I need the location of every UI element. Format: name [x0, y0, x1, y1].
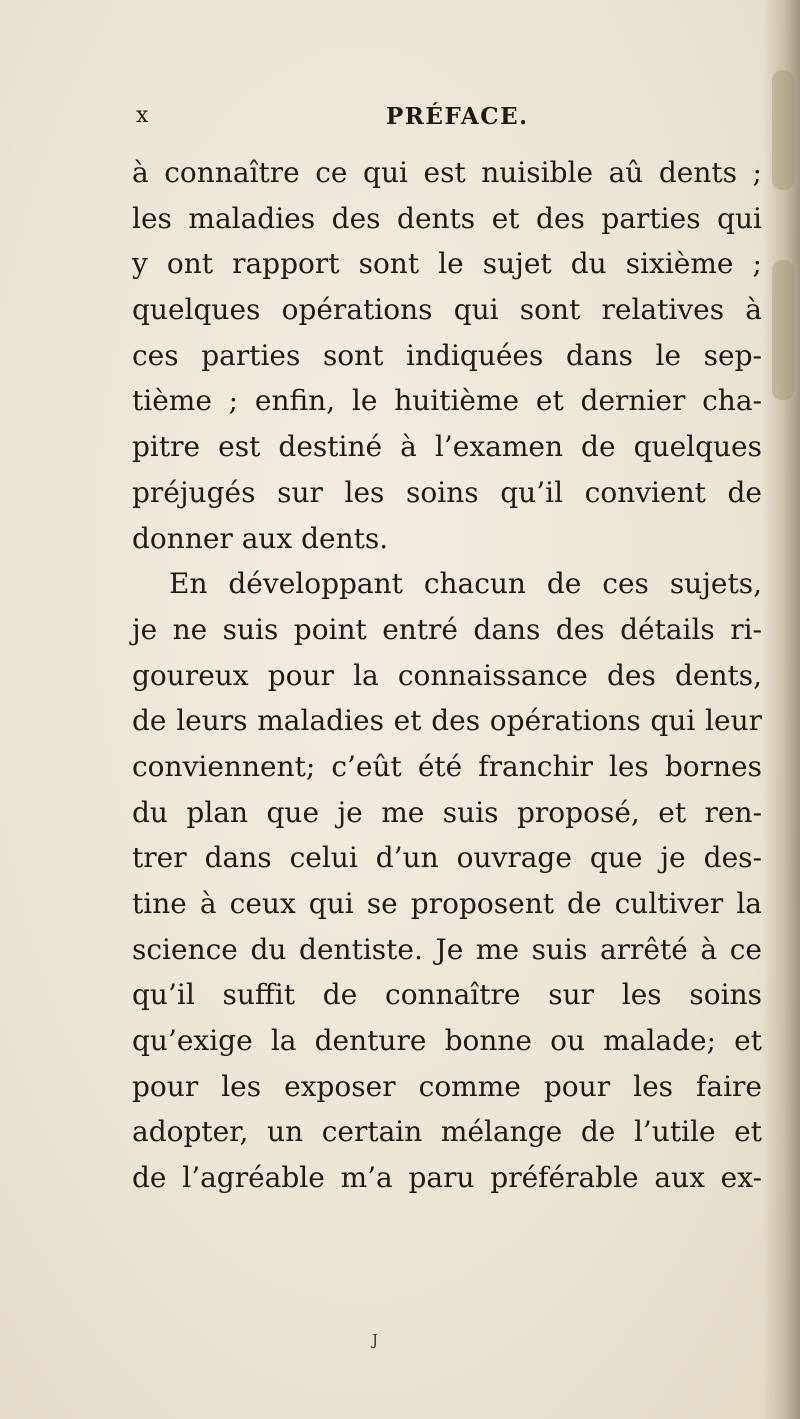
text-line: tine à ceux qui se proposent de cultiver la	[132, 887, 762, 920]
text-line: qu’exige la denture bonne ou malade; et	[132, 1024, 762, 1058]
text-line: goureux pour la connaissance des dents,	[132, 658, 762, 692]
text-line: trer dans celui d’un ouvrage que je des-	[132, 841, 762, 875]
text-line: de leurs maladies et des opérations qui leur	[132, 704, 762, 738]
page-number: x	[136, 103, 150, 128]
text-line: du plan que je me suis proposé, et ren-	[132, 795, 762, 829]
signature-mark: J	[372, 1331, 379, 1349]
text-line: de l’agréable m’a paru préférable aux ex-	[132, 1161, 762, 1195]
running-head	[136, 103, 696, 133]
text-line: je ne suis point entré dans des détails ri-	[132, 612, 762, 646]
text-body	[132, 150, 794, 1201]
text-line: science du dentiste. Je me suis arrêté à ce	[132, 932, 762, 966]
text-line: adopter, un certain mélange de l’utile et	[132, 1115, 762, 1149]
text-line: quelques opérations qui sont relatives à	[132, 293, 762, 327]
paragraph-start-line: En développant chacun de ces sujets,	[169, 567, 762, 601]
text-line: qu’il suffit de connaître sur les soins	[132, 978, 762, 1012]
text-line: y ont rapport sont le sujet du sixième ;	[132, 247, 762, 281]
text-line: préjugés sur les soins qu’il convient de	[132, 475, 762, 509]
text-line: tième ; enfin, le huitième et dernier cha-	[132, 384, 762, 418]
running-title: PRÉFACE.	[386, 103, 529, 130]
text-line: pour les exposer comme pour les faire	[132, 1069, 762, 1103]
text-line: donner aux dents.	[132, 521, 389, 555]
text-line: à connaître ce qui est nuisible aû dents ;	[132, 156, 762, 189]
text-line: ces parties sont indiquées dans le sep-	[132, 338, 762, 372]
text-line: conviennent; c’eût été franchir les bornes	[132, 749, 762, 783]
text-line: les maladies des dents et des parties qui	[132, 201, 762, 235]
text-line: pitre est destiné à l’examen de quelques	[132, 430, 762, 464]
